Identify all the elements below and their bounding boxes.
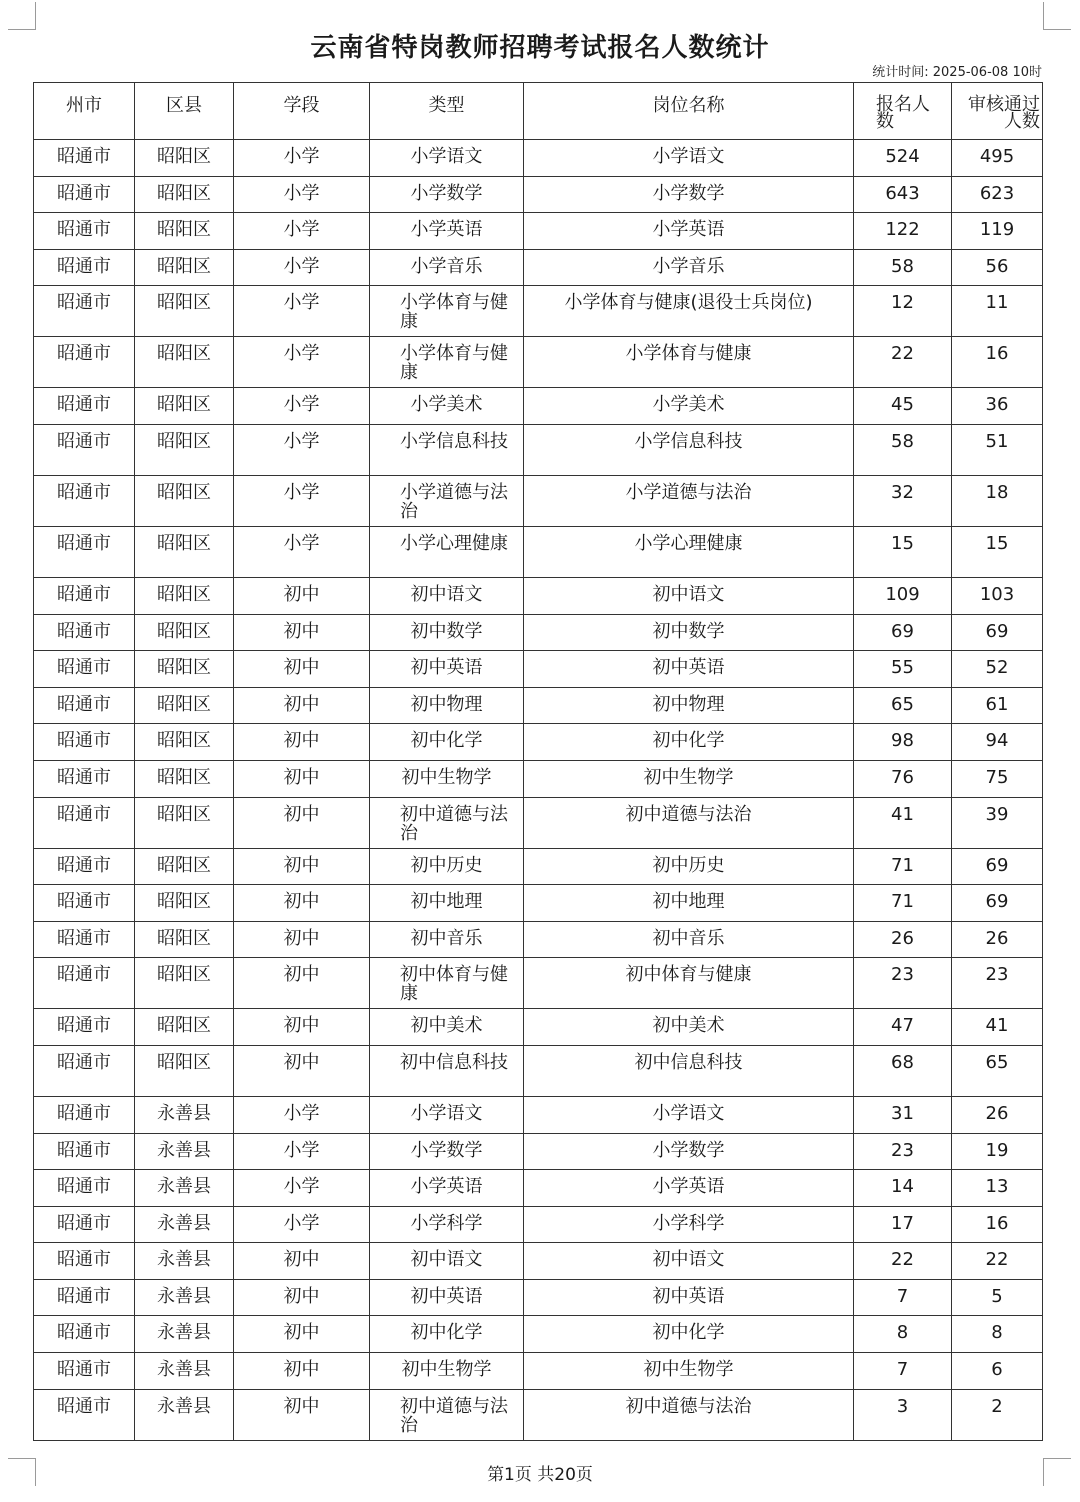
district-cell: 昭阳区	[135, 724, 234, 761]
city-cell: 昭通市	[34, 577, 135, 614]
stage-cell: 小学	[234, 176, 370, 213]
applicants-cell: 643	[854, 176, 952, 213]
district-cell: 昭阳区	[135, 687, 234, 724]
stage-cell: 小学	[234, 1133, 370, 1170]
crop-mark-top-left	[8, 2, 36, 30]
position-cell: 初中英语	[524, 1279, 854, 1316]
position-cell: 小学英语	[524, 213, 854, 250]
stage-cell: 初中	[234, 1045, 370, 1096]
applicants-cell: 76	[854, 760, 952, 797]
applicants-cell: 23	[854, 958, 952, 1009]
type-cell: 小学心理健康	[370, 526, 524, 577]
table-row	[34, 724, 1043, 761]
approved-cell: 41	[952, 1009, 1043, 1046]
type-cell: 初中道德与法治	[370, 1389, 524, 1440]
type-cell: 初中英语	[370, 1279, 524, 1316]
district-cell: 永善县	[135, 1316, 234, 1353]
city-cell: 昭通市	[34, 249, 135, 286]
stage-cell: 初中	[234, 797, 370, 848]
approved-cell: 8	[952, 1316, 1043, 1353]
position-cell: 初中体育与健康	[524, 958, 854, 1009]
city-cell: 昭通市	[34, 687, 135, 724]
applicants-cell: 68	[854, 1045, 952, 1096]
position-cell: 小学科学	[524, 1206, 854, 1243]
stage-cell: 初中	[234, 614, 370, 651]
city-cell: 昭通市	[34, 1045, 135, 1096]
table-row	[34, 176, 1043, 213]
position-cell: 初中音乐	[524, 921, 854, 958]
table-row	[34, 1170, 1043, 1207]
position-cell: 初中数学	[524, 614, 854, 651]
page-title: 云南省特岗教师招聘考试报名人数统计	[310, 33, 770, 63]
table-row	[34, 424, 1043, 475]
table-row	[34, 388, 1043, 425]
approved-cell: 75	[952, 760, 1043, 797]
approved-cell: 5	[952, 1279, 1043, 1316]
table-row	[34, 797, 1043, 848]
table-row	[34, 286, 1043, 337]
stage-cell: 小学	[234, 286, 370, 337]
position-cell: 小学音乐	[524, 249, 854, 286]
position-cell: 小学英语	[524, 1170, 854, 1207]
table-row	[34, 140, 1043, 177]
approved-cell: 69	[952, 614, 1043, 651]
city-cell: 昭通市	[34, 1009, 135, 1046]
table-row	[34, 213, 1043, 250]
city-cell: 昭通市	[34, 388, 135, 425]
type-cell: 初中历史	[370, 848, 524, 885]
city-cell: 昭通市	[34, 958, 135, 1009]
approved-cell: 22	[952, 1243, 1043, 1280]
type-cell: 初中体育与健康	[370, 958, 524, 1009]
city-cell: 昭通市	[34, 526, 135, 577]
position-cell: 小学道德与法治	[524, 475, 854, 526]
table-row	[34, 921, 1043, 958]
district-cell: 昭阳区	[135, 176, 234, 213]
applicants-cell: 22	[854, 1243, 952, 1280]
applicants-cell: 41	[854, 797, 952, 848]
city-cell: 昭通市	[34, 140, 135, 177]
type-cell: 初中语文	[370, 577, 524, 614]
approved-cell: 56	[952, 249, 1043, 286]
district-cell: 昭阳区	[135, 388, 234, 425]
stage-cell: 初中	[234, 1009, 370, 1046]
district-cell: 永善县	[135, 1279, 234, 1316]
applicants-cell: 55	[854, 651, 952, 688]
applicants-cell: 58	[854, 249, 952, 286]
district-cell: 昭阳区	[135, 921, 234, 958]
approved-cell: 495	[952, 140, 1043, 177]
district-cell: 永善县	[135, 1133, 234, 1170]
approved-cell: 15	[952, 526, 1043, 577]
applicants-cell: 109	[854, 577, 952, 614]
column-header: 州市	[34, 83, 135, 140]
applicants-cell: 3	[854, 1389, 952, 1440]
table-row	[34, 1045, 1043, 1096]
table-row	[34, 1133, 1043, 1170]
applicants-cell: 7	[854, 1353, 952, 1390]
stage-cell: 初中	[234, 885, 370, 922]
stage-cell: 小学	[234, 337, 370, 388]
city-cell: 昭通市	[34, 176, 135, 213]
approved-cell: 18	[952, 475, 1043, 526]
district-cell: 昭阳区	[135, 958, 234, 1009]
table-row	[34, 526, 1043, 577]
applicants-cell: 524	[854, 140, 952, 177]
approved-cell: 52	[952, 651, 1043, 688]
stage-cell: 小学	[234, 1096, 370, 1133]
type-cell: 小学英语	[370, 213, 524, 250]
approved-cell: 61	[952, 687, 1043, 724]
position-cell: 小学美术	[524, 388, 854, 425]
district-cell: 昭阳区	[135, 651, 234, 688]
stage-cell: 小学	[234, 213, 370, 250]
district-cell: 昭阳区	[135, 577, 234, 614]
position-cell: 小学体育与健康	[524, 337, 854, 388]
district-cell: 永善县	[135, 1170, 234, 1207]
applicants-cell: 14	[854, 1170, 952, 1207]
table-row	[34, 760, 1043, 797]
type-cell: 小学音乐	[370, 249, 524, 286]
approved-cell: 6	[952, 1353, 1043, 1390]
applicants-cell: 98	[854, 724, 952, 761]
position-cell: 初中语文	[524, 1243, 854, 1280]
city-cell: 昭通市	[34, 651, 135, 688]
table-header-row	[34, 83, 1043, 140]
type-cell: 小学语文	[370, 1096, 524, 1133]
position-cell: 小学语文	[524, 1096, 854, 1133]
stage-cell: 小学	[234, 424, 370, 475]
position-cell: 小学心理健康	[524, 526, 854, 577]
approved-cell: 13	[952, 1170, 1043, 1207]
position-cell: 初中语文	[524, 577, 854, 614]
approved-cell: 94	[952, 724, 1043, 761]
city-cell: 昭通市	[34, 337, 135, 388]
table-body	[34, 140, 1043, 1441]
table-row	[34, 1316, 1043, 1353]
approved-cell: 65	[952, 1045, 1043, 1096]
page-footer: 第1页 共20页	[487, 1465, 593, 1485]
city-cell: 昭通市	[34, 797, 135, 848]
city-cell: 昭通市	[34, 213, 135, 250]
district-cell: 昭阳区	[135, 475, 234, 526]
applicants-cell: 7	[854, 1279, 952, 1316]
applicants-cell: 15	[854, 526, 952, 577]
district-cell: 昭阳区	[135, 249, 234, 286]
district-cell: 昭阳区	[135, 848, 234, 885]
district-cell: 昭阳区	[135, 526, 234, 577]
type-cell: 小学科学	[370, 1206, 524, 1243]
city-cell: 昭通市	[34, 921, 135, 958]
type-cell: 小学英语	[370, 1170, 524, 1207]
type-cell: 初中地理	[370, 885, 524, 922]
applicants-cell: 17	[854, 1206, 952, 1243]
city-cell: 昭通市	[34, 848, 135, 885]
applicants-cell: 23	[854, 1133, 952, 1170]
applicants-cell: 47	[854, 1009, 952, 1046]
stage-cell: 小学	[234, 1206, 370, 1243]
type-cell: 初中美术	[370, 1009, 524, 1046]
position-cell: 初中英语	[524, 651, 854, 688]
table-row	[34, 614, 1043, 651]
stage-cell: 初中	[234, 1353, 370, 1390]
position-cell: 小学信息科技	[524, 424, 854, 475]
type-cell: 初中生物学	[370, 760, 524, 797]
district-cell: 昭阳区	[135, 1009, 234, 1046]
stage-cell: 初中	[234, 1316, 370, 1353]
city-cell: 昭通市	[34, 475, 135, 526]
position-cell: 小学体育与健康(退役士兵岗位)	[524, 286, 854, 337]
stage-cell: 小学	[234, 1170, 370, 1207]
city-cell: 昭通市	[34, 286, 135, 337]
stage-cell: 小学	[234, 475, 370, 526]
position-cell: 初中美术	[524, 1009, 854, 1046]
position-cell: 初中道德与法治	[524, 797, 854, 848]
city-cell: 昭通市	[34, 724, 135, 761]
type-cell: 小学美术	[370, 388, 524, 425]
type-cell: 初中化学	[370, 724, 524, 761]
district-cell: 昭阳区	[135, 337, 234, 388]
position-cell: 初中化学	[524, 1316, 854, 1353]
approved-cell: 119	[952, 213, 1043, 250]
stage-cell: 初中	[234, 1279, 370, 1316]
position-cell: 小学数学	[524, 176, 854, 213]
table-row	[34, 1279, 1043, 1316]
type-cell: 初中道德与法治	[370, 797, 524, 848]
city-cell: 昭通市	[34, 760, 135, 797]
type-cell: 初中物理	[370, 687, 524, 724]
stage-cell: 初中	[234, 1243, 370, 1280]
district-cell: 昭阳区	[135, 760, 234, 797]
stage-cell: 初中	[234, 848, 370, 885]
position-cell: 初中地理	[524, 885, 854, 922]
crop-mark-top-right	[1043, 2, 1071, 30]
district-cell: 昭阳区	[135, 213, 234, 250]
stage-cell: 小学	[234, 140, 370, 177]
column-header: 类型	[370, 83, 524, 140]
approved-cell: 19	[952, 1133, 1043, 1170]
table-row	[34, 885, 1043, 922]
type-cell: 小学体育与健康	[370, 337, 524, 388]
applicants-cell: 45	[854, 388, 952, 425]
applicants-cell: 65	[854, 687, 952, 724]
district-cell: 昭阳区	[135, 1045, 234, 1096]
column-header: 学段	[234, 83, 370, 140]
stage-cell: 小学	[234, 249, 370, 286]
table-row	[34, 577, 1043, 614]
approved-cell: 103	[952, 577, 1043, 614]
district-cell: 永善县	[135, 1243, 234, 1280]
city-cell: 昭通市	[34, 1243, 135, 1280]
city-cell: 昭通市	[34, 1206, 135, 1243]
table-row	[34, 1243, 1043, 1280]
city-cell: 昭通市	[34, 1170, 135, 1207]
approved-cell: 11	[952, 286, 1043, 337]
applicants-cell: 58	[854, 424, 952, 475]
district-cell: 昭阳区	[135, 286, 234, 337]
type-cell: 小学语文	[370, 140, 524, 177]
applicants-cell: 26	[854, 921, 952, 958]
stage-cell: 初中	[234, 724, 370, 761]
table-row	[34, 651, 1043, 688]
position-cell: 初中生物学	[524, 1353, 854, 1390]
approved-cell: 26	[952, 1096, 1043, 1133]
district-cell: 永善县	[135, 1389, 234, 1440]
column-header: 审核通过人数	[952, 83, 1043, 140]
district-cell: 永善县	[135, 1206, 234, 1243]
city-cell: 昭通市	[34, 1133, 135, 1170]
table-row	[34, 1353, 1043, 1390]
position-cell: 小学数学	[524, 1133, 854, 1170]
table-row	[34, 1389, 1043, 1440]
approved-cell: 16	[952, 337, 1043, 388]
stage-cell: 初中	[234, 760, 370, 797]
table-row	[34, 1206, 1043, 1243]
stage-cell: 初中	[234, 1389, 370, 1440]
column-header: 区县	[135, 83, 234, 140]
type-cell: 初中英语	[370, 651, 524, 688]
district-cell: 昭阳区	[135, 424, 234, 475]
column-header: 岗位名称	[524, 83, 854, 140]
stage-cell: 初中	[234, 651, 370, 688]
type-cell: 初中信息科技	[370, 1045, 524, 1096]
approved-cell: 69	[952, 885, 1043, 922]
position-cell: 初中信息科技	[524, 1045, 854, 1096]
stage-cell: 小学	[234, 388, 370, 425]
table-row	[34, 475, 1043, 526]
district-cell: 永善县	[135, 1096, 234, 1133]
approved-cell: 39	[952, 797, 1043, 848]
city-cell: 昭通市	[34, 885, 135, 922]
approved-cell: 23	[952, 958, 1043, 1009]
district-cell: 昭阳区	[135, 885, 234, 922]
position-cell: 初中历史	[524, 848, 854, 885]
table-row	[34, 687, 1043, 724]
city-cell: 昭通市	[34, 1279, 135, 1316]
applicants-cell: 22	[854, 337, 952, 388]
stage-cell: 小学	[234, 526, 370, 577]
applicants-cell: 8	[854, 1316, 952, 1353]
position-cell: 小学语文	[524, 140, 854, 177]
stat-time: 统计时间: 2025-06-08 10时	[872, 65, 1042, 80]
type-cell: 初中音乐	[370, 921, 524, 958]
district-cell: 永善县	[135, 1353, 234, 1390]
type-cell: 小学体育与健康	[370, 286, 524, 337]
type-cell: 小学数学	[370, 176, 524, 213]
position-cell: 初中生物学	[524, 760, 854, 797]
position-cell: 初中道德与法治	[524, 1389, 854, 1440]
registration-table	[33, 82, 1043, 1441]
approved-cell: 2	[952, 1389, 1043, 1440]
applicants-cell: 12	[854, 286, 952, 337]
district-cell: 昭阳区	[135, 797, 234, 848]
stage-cell: 初中	[234, 577, 370, 614]
stage-cell: 初中	[234, 687, 370, 724]
approved-cell: 26	[952, 921, 1043, 958]
city-cell: 昭通市	[34, 1389, 135, 1440]
applicants-cell: 32	[854, 475, 952, 526]
type-cell: 小学数学	[370, 1133, 524, 1170]
position-cell: 初中物理	[524, 687, 854, 724]
type-cell: 小学道德与法治	[370, 475, 524, 526]
city-cell: 昭通市	[34, 1353, 135, 1390]
table-row	[34, 848, 1043, 885]
district-cell: 昭阳区	[135, 140, 234, 177]
type-cell: 小学信息科技	[370, 424, 524, 475]
table-row	[34, 1009, 1043, 1046]
approved-cell: 36	[952, 388, 1043, 425]
applicants-cell: 69	[854, 614, 952, 651]
district-cell: 昭阳区	[135, 614, 234, 651]
approved-cell: 51	[952, 424, 1043, 475]
approved-cell: 623	[952, 176, 1043, 213]
city-cell: 昭通市	[34, 1316, 135, 1353]
applicants-cell: 71	[854, 848, 952, 885]
approved-cell: 69	[952, 848, 1043, 885]
applicants-cell: 122	[854, 213, 952, 250]
type-cell: 初中数学	[370, 614, 524, 651]
type-cell: 初中语文	[370, 1243, 524, 1280]
position-cell: 初中化学	[524, 724, 854, 761]
type-cell: 初中生物学	[370, 1353, 524, 1390]
applicants-cell: 31	[854, 1096, 952, 1133]
type-cell: 初中化学	[370, 1316, 524, 1353]
city-cell: 昭通市	[34, 1096, 135, 1133]
table-row	[34, 337, 1043, 388]
stage-cell: 初中	[234, 958, 370, 1009]
city-cell: 昭通市	[34, 614, 135, 651]
city-cell: 昭通市	[34, 424, 135, 475]
column-header: 报名人数	[854, 83, 952, 140]
table-row	[34, 1096, 1043, 1133]
stage-cell: 初中	[234, 921, 370, 958]
approved-cell: 16	[952, 1206, 1043, 1243]
applicants-cell: 71	[854, 885, 952, 922]
table-row	[34, 249, 1043, 286]
table-row	[34, 958, 1043, 1009]
